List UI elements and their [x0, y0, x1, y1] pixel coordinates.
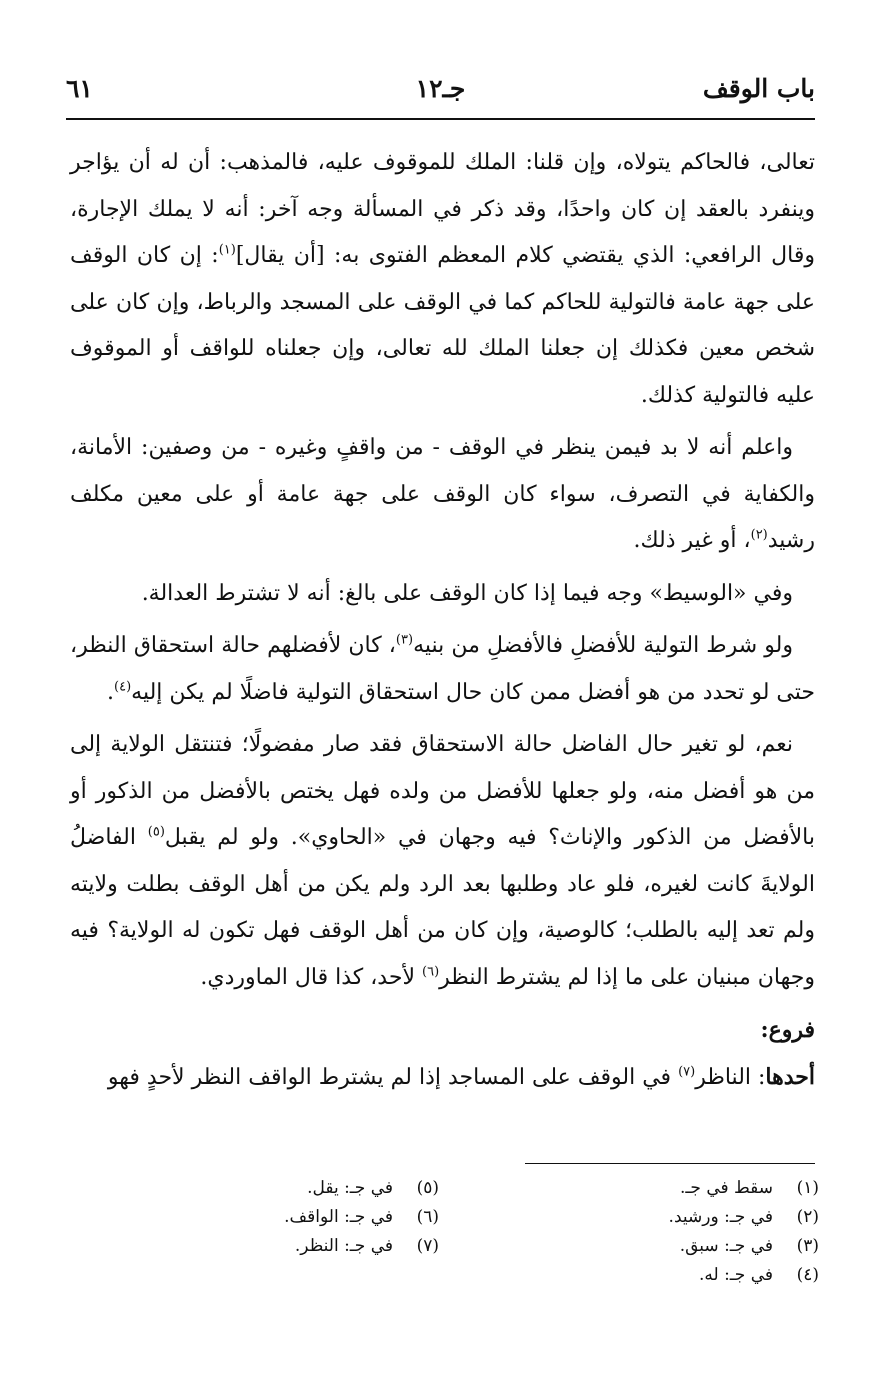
footnotes-left-column	[199, 1174, 439, 1261]
footnote-ref-4: (٤)	[114, 679, 132, 695]
paragraph-5: نعم، لو تغير حال الفاضل حالة الاستحقاق فقد صار مفضولًا؛ فتنتقل الولاية إلى من هو أفضل منه، ولو جعلها للأفضل من ولده فهل يختص بالأفضل من الذكور أو بالأفضل من الذكور والإناث؟ فيه وجهان في «الحاوي». ولو لم يقبل$^{(٥)}$ الفاضلُ الولايةَ كانت لغيره، فلو عاد وطلبها بعد الرد ولم يكن من أهل الوقف بطلت ولايته ولم تعد إليه بالطلب؛ كالوصية، وإن كان من أهل الوقف فهل تكون له الولاية؟ فيه وجهان مبنيان على ما إذا لم يشترط النظر$^{(٦)}$ لأحد، كذا قال الماوردي.	[70, 732, 815, 990]
lead-word: أحدها	[765, 1063, 815, 1090]
footnote-rule	[525, 1163, 815, 1164]
paragraph-3: وفي «الوسيط» وجه فيما إذا كان الوقف على بالغ: أنه لا تشترط العدالة.	[141, 580, 793, 606]
footnotes-right-column	[399, 1174, 819, 1290]
footnote-ref-6: (٦)	[422, 964, 440, 980]
section-heading: فروع:	[760, 1017, 815, 1043]
footnote-1: (١)سقط في جـ.	[680, 1178, 819, 1198]
volume-label: جـ١٢	[415, 74, 466, 103]
footnote-ref-7: (٧)	[678, 1064, 696, 1080]
footnote-ref-1: (١)	[218, 242, 236, 258]
paragraph-4: ولو شرط التولية للأفضلِ فالأفضلِ من بنيه$^{(٣)}$، كان لأفضلهم حالة استحقاق النظر، حتى لو تحدد من هو أفضل ممن كان حال استحقاق التولية فاضلًا لم يكن إليه$^{(٤)}$.	[70, 632, 815, 705]
header-rule	[66, 118, 815, 120]
footnote-ref-2: (٢)	[750, 527, 768, 543]
footnote-4: (٤)في جـ: له.	[698, 1265, 819, 1285]
footnote-3: (٣)في جـ: سبق.	[679, 1236, 819, 1256]
footnote-ref-3: (٣)	[395, 632, 414, 648]
footnote-5: (٥)في جـ: يقل.	[307, 1178, 439, 1198]
running-header	[66, 74, 815, 108]
footnote-6: (٦)في جـ: الواقف.	[284, 1207, 439, 1227]
footnote-7: (٧)في جـ: النظر.	[294, 1236, 439, 1256]
paragraph-2: واعلم أنه لا بد فيمن ينظر في الوقف - من واقفٍ وغيره - من وصفين: الأمانة، والكفاية في التصرف، سواء كان الوقف على جهة عامة أو على معين مكلف رشيد$^{(٢)}$، أو غير ذلك.	[70, 435, 815, 553]
main-text	[70, 140, 815, 1107]
chapter-title: باب الوقف	[702, 74, 815, 103]
paragraph-6: أحدها: الناظر$^{(٧)}$ في الوقف على المساجد إذا لم يشترط الواقف النظر لأحدٍ فهو	[107, 1063, 815, 1090]
paragraph-1: تعالى، فالحاكم يتولاه، وإن قلنا: الملك للموقوف عليه، فالمذهب: أن له أن يؤاجر وينفرد بالعقد إن كان واحدًا، وقد ذكر في المسألة وجه آخر: أنه لا يملك الإجارة، وقال الرافعي: الذي يقتضي كلام المعظم الفتوى به: [أن يقال]$^{(١)}$: إن كان الوقف على جهة عامة فالتولية للحاكم كما في الوقف على المسجد والرباط، وإن كان على شخص معين فكذلك إن جعلنا الملك لله تعالى، وإن جعلناه للواقف أو الموقوف عليه فالتولية كذلك.	[70, 150, 816, 408]
footnote-ref-5: (٥)	[147, 824, 165, 840]
footnote-2: (٢)في جـ: ورشيد.	[668, 1207, 819, 1227]
page-number: ٦١	[66, 74, 93, 103]
